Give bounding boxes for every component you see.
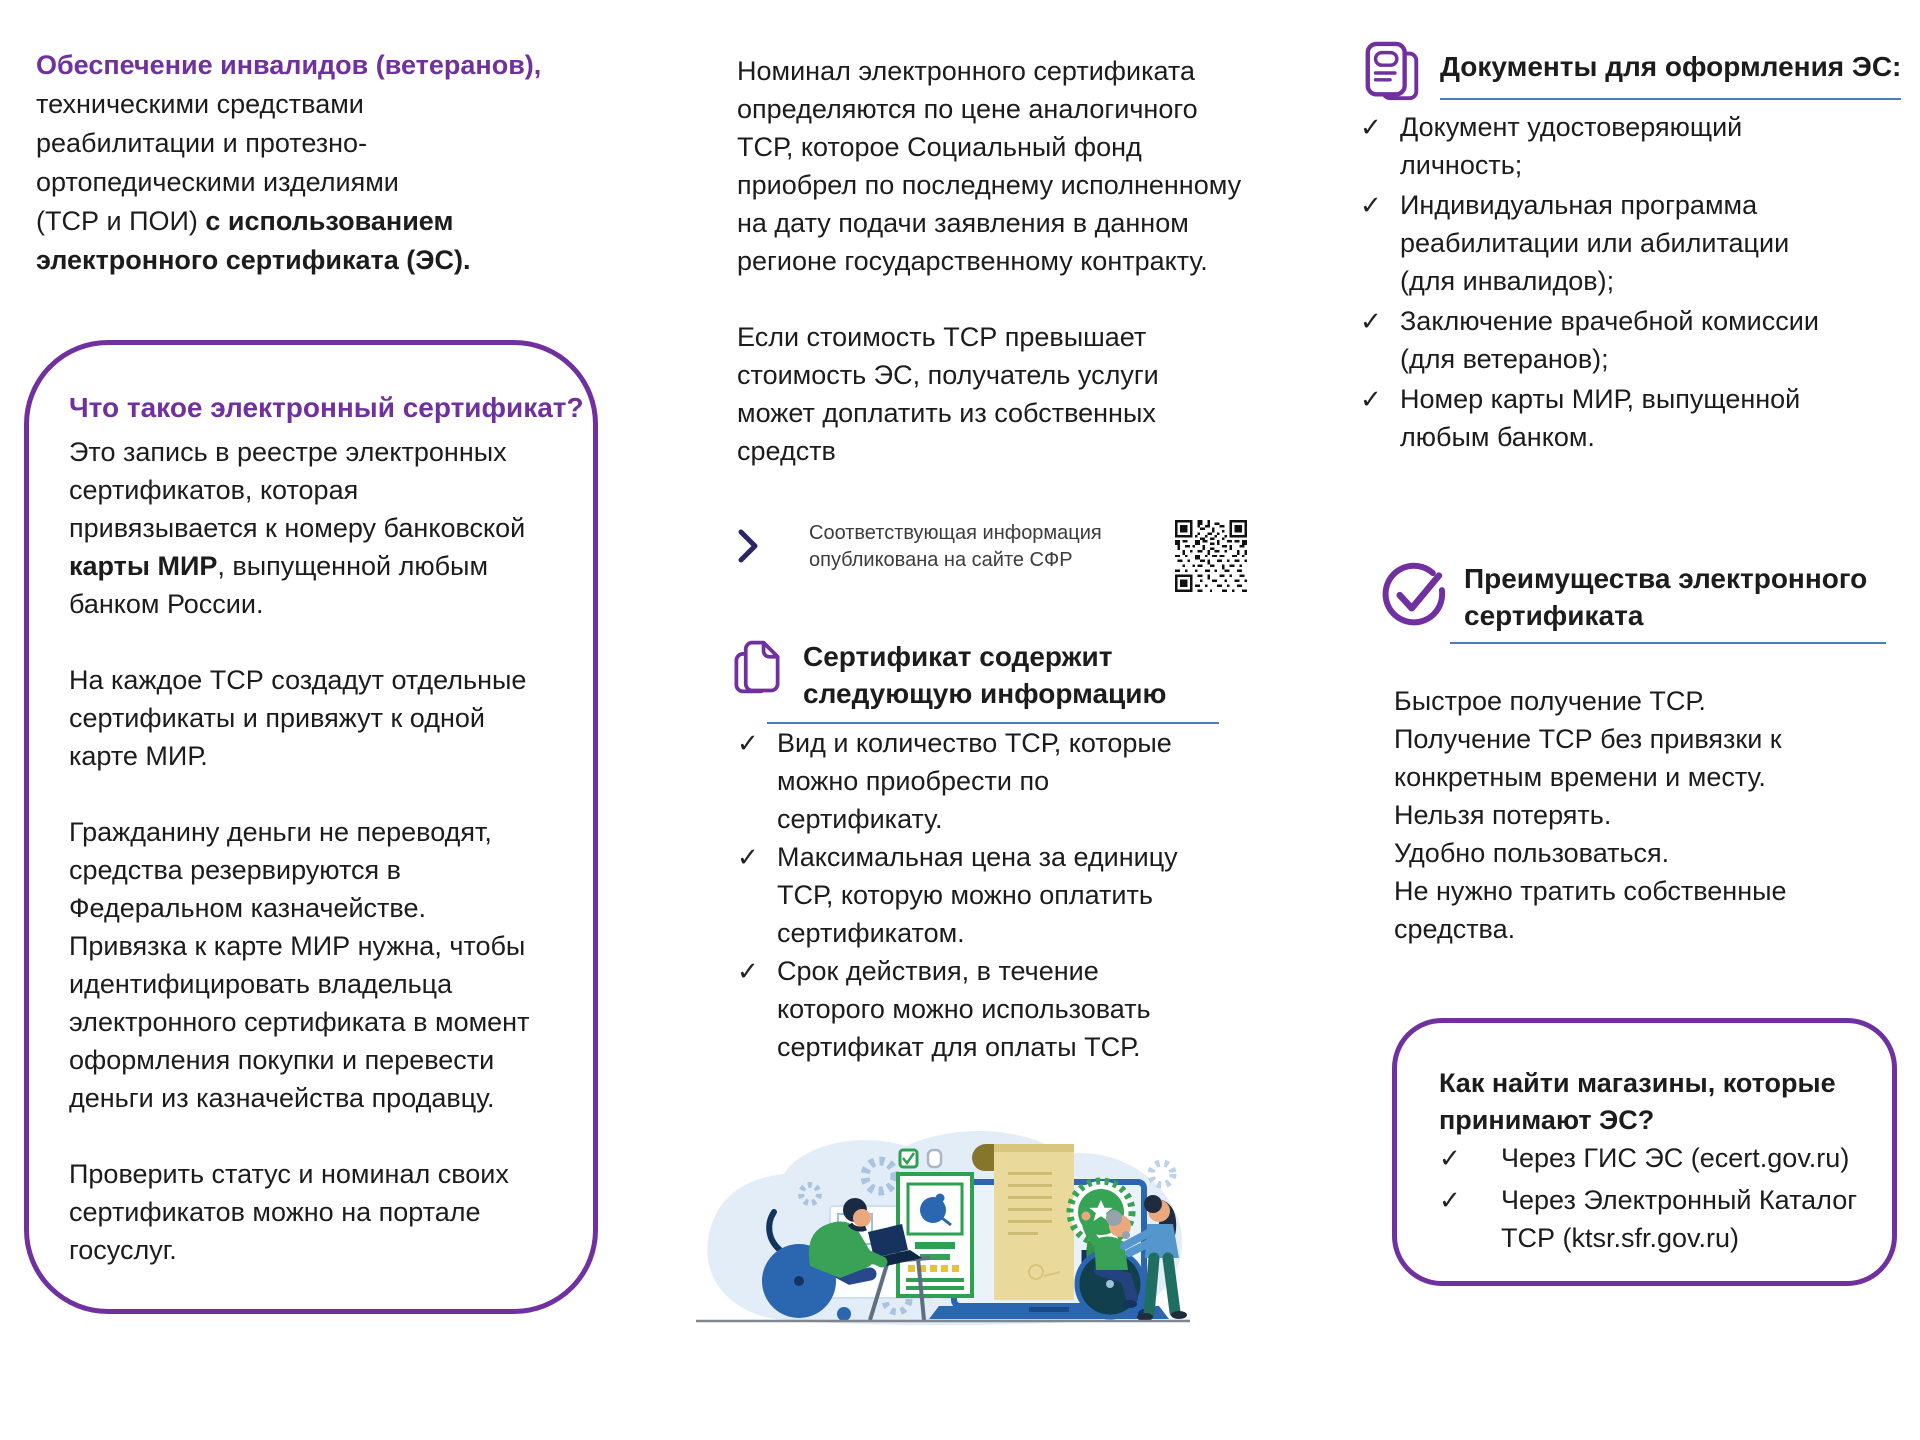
list-item — [1360, 186, 1905, 300]
list-item — [1360, 380, 1905, 456]
advantage-line: Удобно пользоваться. — [1394, 838, 1670, 868]
intro-heading — [36, 46, 556, 280]
check-icon: ✓ — [1439, 1143, 1461, 1173]
list-item-text: Номер карты МИР, выпущенной любым банком. — [1400, 384, 1801, 452]
intro-line-bold: с использованием — [205, 206, 454, 236]
what-box-paragraph-3: Гражданину деньги не переводят, средства резервируются в Федеральном казначействе. Привязка к карте МИР нужна, чтобы идентифицировать владельца электронного сертификата в момент оформления покупки и перевести деньги из казначейства продавцу. — [69, 817, 530, 1113]
advantage-line: Нельзя потерять. — [1394, 800, 1612, 830]
surcharge-paragraph: Если стоимость ТСР превышает стоимость ЭС, получатель услуги может доплатить из собственных средств — [737, 322, 1159, 466]
title-line: следующую информацию — [803, 678, 1167, 709]
check-circle-icon — [1378, 556, 1452, 630]
list-item — [1439, 1139, 1872, 1177]
check-icon: ✓ — [1439, 1185, 1461, 1215]
list-item-text: Документ удостоверяющий личность; — [1400, 112, 1743, 180]
list-item-text: Индивидуальная программа реабилитации или абилитации (для инвалидов); — [1400, 190, 1790, 296]
what-box-title: Что такое электронный сертификат? — [69, 392, 584, 423]
list-item — [737, 724, 1249, 838]
chevron-right-icon — [737, 526, 759, 566]
title-line: Преимущества электронного — [1464, 563, 1868, 594]
title-line: сертификата — [1464, 600, 1644, 631]
documents-section — [1360, 38, 1905, 458]
list-item-text: Заключение врачебной комиссии (для ветеранов); — [1400, 306, 1819, 374]
advantage-line: Быстрое получение ТСР. — [1394, 686, 1706, 716]
list-item-text: Срок действия, в течение которого можно использовать сертификат для оплаты ТСР. — [777, 956, 1151, 1062]
list-item-text: Максимальная цена за единицу ТСР, которую можно оплатить сертификатом. — [777, 842, 1178, 948]
intro-line: Обеспечение инвалидов (ветеранов), — [36, 50, 542, 80]
title-line: Сертификат содержит — [803, 641, 1113, 672]
heading-underline — [1450, 642, 1886, 644]
check-icon: ✓ — [737, 842, 759, 872]
documents-icon — [1360, 38, 1426, 108]
list-item — [1439, 1181, 1872, 1257]
qr-note-line: опубликована на сайте СФР — [809, 549, 1073, 571]
intro-line: техническими средствами — [36, 89, 364, 119]
documents-title: Документы для оформления ЭС: — [1440, 48, 1901, 100]
what-box-paragraph-1 — [69, 433, 531, 623]
qr-info-row — [737, 520, 1249, 592]
nominal-paragraph: Номинал электронного сертификата определяются по цене аналогичного ТСР, которое Социальный фонд приобрел по последнему исполненному на дату подачи заявления в данном регионе государственному контракту. — [737, 56, 1242, 276]
check-icon: ✓ — [1360, 384, 1382, 414]
qr-note — [809, 520, 1129, 574]
documents-heading — [1360, 38, 1905, 108]
advantages-title — [1464, 560, 1867, 634]
paragraph-text: Это запись в реестре электронных сертификатов, которая привязывается к номеру банковской — [69, 437, 526, 543]
list-item — [737, 952, 1249, 1066]
pages-copy-icon — [727, 636, 787, 698]
certificate-contents-list — [737, 724, 1249, 1066]
title-line: Как найти магазины, которые — [1439, 1068, 1836, 1098]
paragraph-text: , выпущенной любым банком России. — [69, 551, 489, 619]
intro-line: электронного сертификата (ЭС). — [36, 245, 471, 275]
what-box-paragraph-4: Проверить статус и номинал своих сертификатов можно на портале госуслуг. — [69, 1159, 509, 1265]
list-item — [1360, 108, 1905, 184]
list-item — [1360, 302, 1905, 378]
what-is-certificate-box — [24, 340, 598, 1314]
list-item-text: Вид и количество ТСР, которые можно приобрести по сертификату. — [777, 728, 1172, 834]
middle-column — [737, 52, 1249, 1066]
list-item-text: Через ГИС ЭС (ecert.gov.ru) — [1501, 1143, 1850, 1173]
advantages-heading — [1378, 556, 1903, 634]
intro-line: реабилитации и протезно- — [36, 128, 368, 158]
certificate-contains-heading — [727, 636, 1249, 712]
qr-code — [1175, 520, 1247, 592]
find-stores-box — [1392, 1018, 1897, 1286]
list-item — [737, 838, 1249, 952]
illustration-graphic — [692, 1114, 1194, 1328]
advantage-line: Получение ТСР без привязки к конкретным времени и месту. — [1394, 724, 1782, 792]
qr-note-line: Соответствующая информация — [809, 522, 1102, 544]
intro-line: ортопедическими изделиями — [36, 167, 399, 197]
intro-line-regular: (ТСР и ПОИ) — [36, 206, 206, 236]
what-box-paragraph-2: На каждое ТСР создадут отдельные сертификаты и привяжут к одной карте МИР. — [69, 665, 527, 771]
list-item-text: Через Электронный Каталог ТСР (ktsr.sfr.gov.ru) — [1501, 1185, 1858, 1253]
find-stores-title — [1439, 1065, 1872, 1139]
title-line: принимают ЭС? — [1439, 1105, 1655, 1135]
check-icon: ✓ — [1360, 306, 1382, 336]
check-icon: ✓ — [1360, 112, 1382, 142]
advantage-line: Не нужно тратить собственные средства. — [1394, 876, 1787, 944]
check-icon: ✓ — [1360, 190, 1382, 220]
certificate-contains-title — [803, 638, 1166, 712]
check-icon: ✓ — [737, 728, 759, 758]
advantages-section — [1378, 556, 1903, 948]
documents-list — [1360, 108, 1905, 456]
check-icon: ✓ — [737, 956, 759, 986]
advantages-list — [1394, 682, 1842, 948]
find-stores-list — [1439, 1139, 1872, 1257]
paragraph-bold-text: карты МИР — [69, 551, 218, 581]
intro-line — [36, 202, 556, 241]
